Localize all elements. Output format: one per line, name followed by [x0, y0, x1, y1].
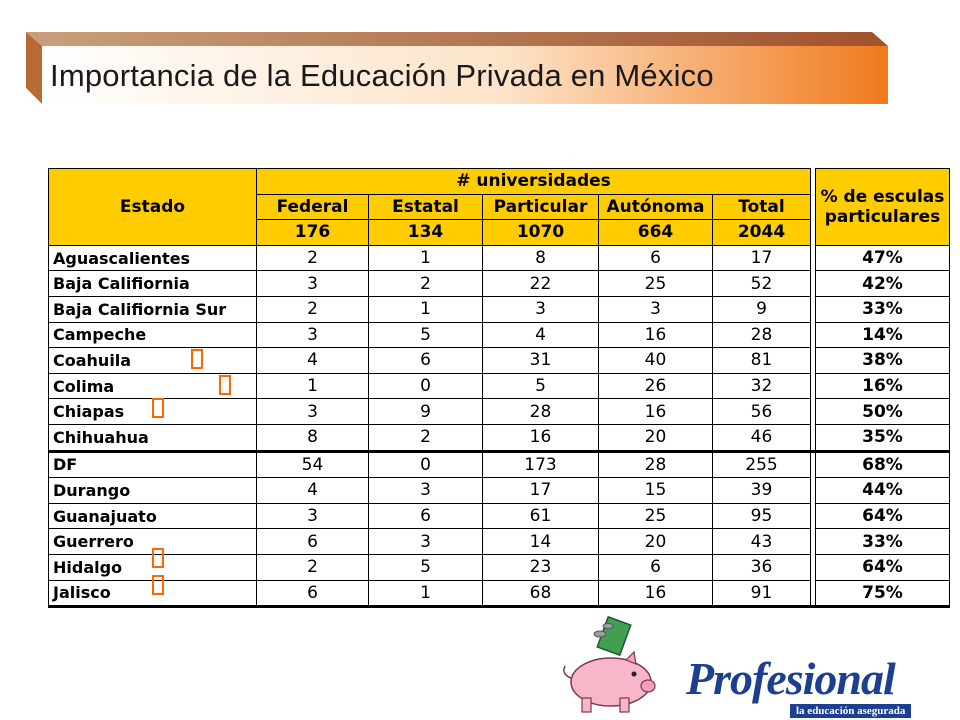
total-federal: 176 — [257, 220, 369, 246]
cell-total: 9 — [713, 296, 811, 322]
cell-estado: Aguascalientes — [49, 245, 257, 271]
table-row — [49, 245, 950, 271]
cell-pct: 33% — [816, 296, 950, 322]
cell-estatal: 1 — [369, 296, 483, 322]
logo-word: Profesional — [686, 653, 895, 704]
cell-estatal: 2 — [369, 424, 483, 451]
cell-estado: Chihuahua — [49, 424, 257, 451]
cell-federal: 8 — [257, 424, 369, 451]
cell-federal: 3 — [257, 503, 369, 529]
cell-total: 17 — [713, 245, 811, 271]
cell-federal: 4 — [257, 348, 369, 374]
cell-federal: 2 — [257, 554, 369, 580]
table-row — [49, 580, 950, 607]
cell-autonoma: 28 — [599, 451, 713, 478]
cell-estado: Hidalgo — [49, 554, 257, 580]
cell-total: 36 — [713, 554, 811, 580]
cell-total: 56 — [713, 399, 811, 425]
cell-estado: Chiapas — [49, 399, 257, 425]
cell-autonoma: 16 — [599, 399, 713, 425]
cell-total: 52 — [713, 271, 811, 297]
total-estatal: 134 — [369, 220, 483, 246]
missing-glyph-icon — [152, 575, 164, 595]
cell-total: 81 — [713, 348, 811, 374]
table-row — [49, 478, 950, 504]
title-banner — [26, 32, 888, 104]
cell-total: 39 — [713, 478, 811, 504]
cell-federal: 54 — [257, 451, 369, 478]
cell-particular: 22 — [483, 271, 599, 297]
cell-estatal: 1 — [369, 580, 483, 607]
cell-total: 46 — [713, 424, 811, 451]
table-row — [49, 424, 950, 451]
cell-autonoma: 16 — [599, 322, 713, 348]
cell-autonoma: 26 — [599, 373, 713, 399]
table-row — [49, 554, 950, 580]
cell-autonoma: 40 — [599, 348, 713, 374]
cell-pct: 33% — [816, 529, 950, 555]
cell-estatal: 6 — [369, 348, 483, 374]
cell-estatal: 5 — [369, 554, 483, 580]
cell-pct: 50% — [816, 399, 950, 425]
cell-estado: Jalisco — [49, 580, 257, 607]
cell-federal: 6 — [257, 580, 369, 607]
logo-tagline: la educación asegurada — [790, 704, 911, 718]
cell-autonoma: 25 — [599, 503, 713, 529]
header-estado: Estado — [49, 169, 257, 246]
table-row — [49, 322, 950, 348]
cell-federal: 3 — [257, 399, 369, 425]
cell-estado: DF — [49, 451, 257, 478]
cell-particular: 31 — [483, 348, 599, 374]
col-federal: Federal — [257, 194, 369, 220]
cell-autonoma: 25 — [599, 271, 713, 297]
cell-total: 91 — [713, 580, 811, 607]
missing-glyph-icon — [152, 398, 164, 418]
missing-glyph-icon — [219, 375, 231, 395]
total-autonoma: 664 — [599, 220, 713, 246]
total-particular: 1070 — [483, 220, 599, 246]
cell-autonoma: 6 — [599, 554, 713, 580]
col-estatal: Estatal — [369, 194, 483, 220]
cell-particular: 5 — [483, 373, 599, 399]
cell-total: 32 — [713, 373, 811, 399]
cell-pct: 64% — [816, 503, 950, 529]
missing-glyph-icon — [191, 349, 203, 369]
cell-particular: 68 — [483, 580, 599, 607]
table-row — [49, 296, 950, 322]
cell-estado: Coahuila — [49, 348, 257, 374]
cell-estado: Guerrero — [49, 529, 257, 555]
cell-particular: 14 — [483, 529, 599, 555]
cell-particular: 173 — [483, 451, 599, 478]
cell-autonoma: 15 — [599, 478, 713, 504]
cell-particular: 28 — [483, 399, 599, 425]
cell-pct: 16% — [816, 373, 950, 399]
cell-particular: 23 — [483, 554, 599, 580]
page-title: Importancia de la Educación Privada en México — [50, 58, 714, 93]
cell-particular: 61 — [483, 503, 599, 529]
cell-autonoma: 20 — [599, 424, 713, 451]
header-pct — [816, 169, 950, 246]
table-row — [49, 503, 950, 529]
cell-pct: 68% — [816, 451, 950, 478]
cell-federal: 3 — [257, 322, 369, 348]
cell-pct: 64% — [816, 554, 950, 580]
cell-federal: 2 — [257, 296, 369, 322]
cell-estado: Colima — [49, 373, 257, 399]
cell-estatal: 3 — [369, 529, 483, 555]
table-row — [49, 451, 950, 478]
cell-estatal: 0 — [369, 373, 483, 399]
piggy-bank-icon — [556, 612, 662, 718]
cell-federal: 4 — [257, 478, 369, 504]
cell-federal: 2 — [257, 245, 369, 271]
cell-particular: 16 — [483, 424, 599, 451]
cell-federal: 3 — [257, 271, 369, 297]
cell-particular: 4 — [483, 322, 599, 348]
cell-total: 255 — [713, 451, 811, 478]
cell-pct: 44% — [816, 478, 950, 504]
cell-federal: 6 — [257, 529, 369, 555]
cell-estatal: 0 — [369, 451, 483, 478]
cell-estado: Campeche — [49, 322, 257, 348]
cell-pct: 14% — [816, 322, 950, 348]
table-row — [49, 348, 950, 374]
table-row — [49, 373, 950, 399]
cell-autonoma: 20 — [599, 529, 713, 555]
cell-particular: 17 — [483, 478, 599, 504]
cell-particular: 8 — [483, 245, 599, 271]
col-autonoma: Autónoma — [599, 194, 713, 220]
cell-estatal: 3 — [369, 478, 483, 504]
universities-table — [48, 168, 950, 608]
col-particular: Particular — [483, 194, 599, 220]
cell-autonoma: 16 — [599, 580, 713, 607]
cell-estado: Durango — [49, 478, 257, 504]
cell-pct: 75% — [816, 580, 950, 607]
cell-total: 43 — [713, 529, 811, 555]
cell-estatal: 6 — [369, 503, 483, 529]
cell-estatal: 5 — [369, 322, 483, 348]
cell-pct: 38% — [816, 348, 950, 374]
header-universidades: # universidades — [257, 169, 811, 195]
cell-pct: 47% — [816, 245, 950, 271]
cell-estado: Baja Califiornia — [49, 271, 257, 297]
cell-estatal: 2 — [369, 271, 483, 297]
header-pct-line2: particulares — [824, 206, 941, 227]
cell-federal: 1 — [257, 373, 369, 399]
cell-total: 28 — [713, 322, 811, 348]
header-pct-line1: % de esculas — [820, 186, 945, 207]
table-row — [49, 529, 950, 555]
cell-estado: Baja Califiornia Sur — [49, 296, 257, 322]
table-row — [49, 399, 950, 425]
missing-glyph-icon — [152, 548, 164, 568]
cell-autonoma: 6 — [599, 245, 713, 271]
col-total: Total — [713, 194, 811, 220]
cell-total: 95 — [713, 503, 811, 529]
table-row — [49, 271, 950, 297]
total-total: 2044 — [713, 220, 811, 246]
cell-pct: 35% — [816, 424, 950, 451]
cell-estado: Guanajuato — [49, 503, 257, 529]
cell-pct: 42% — [816, 271, 950, 297]
cell-particular: 3 — [483, 296, 599, 322]
cell-autonoma: 3 — [599, 296, 713, 322]
cell-estatal: 1 — [369, 245, 483, 271]
cell-estatal: 9 — [369, 399, 483, 425]
